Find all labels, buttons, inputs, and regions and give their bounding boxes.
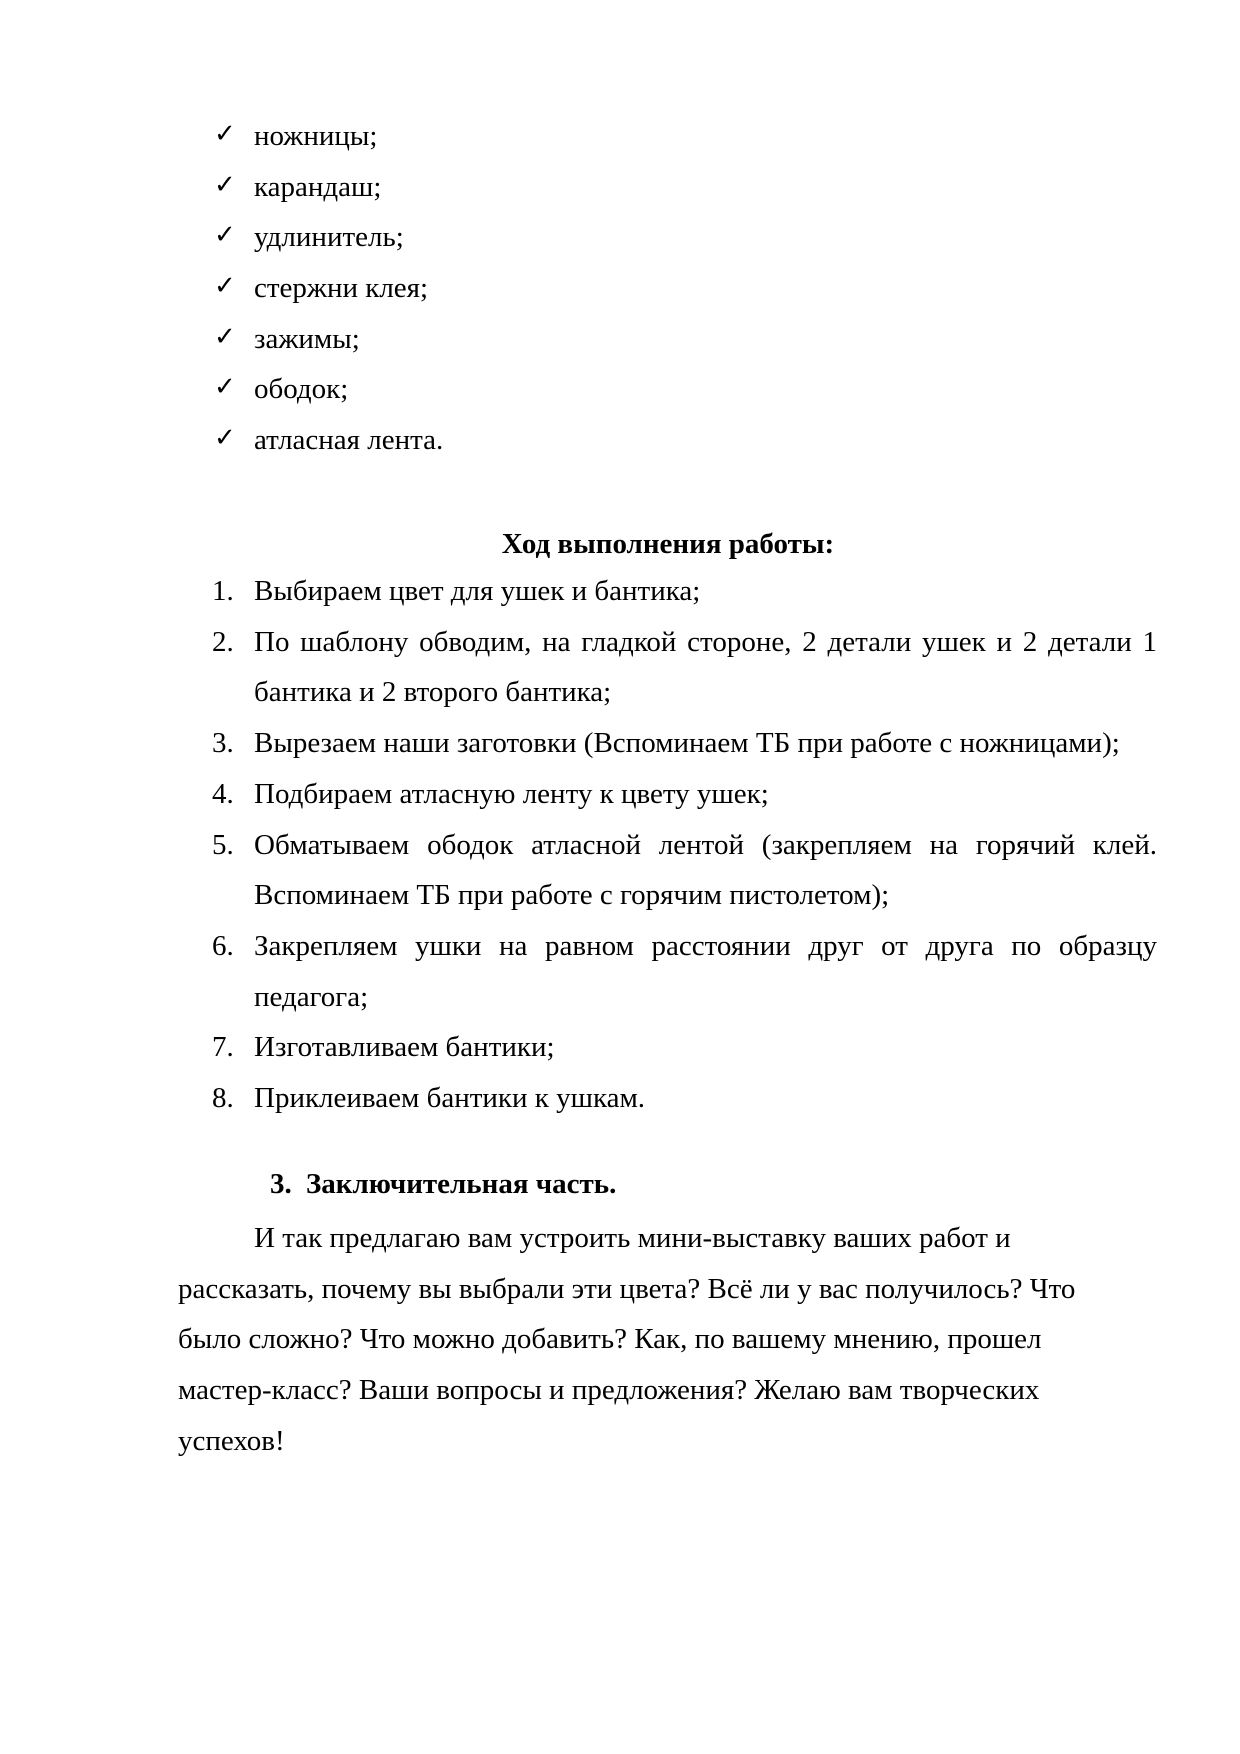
- paragraph-line: рассказать, почему вы выбрали эти цвета? Всё ли у вас получилось? Что: [178, 1272, 1076, 1305]
- step-item: [212, 921, 1157, 1022]
- list-item: [214, 165, 443, 216]
- checkmark-icon: ✓: [214, 119, 236, 149]
- procedure-steps: [212, 566, 1157, 1124]
- step-number: 6.: [212, 929, 234, 962]
- checkmark-icon: ✓: [214, 169, 236, 200]
- step-text: По шаблону обводим, на гладкой стороне, 2 детали ушек и 2 детали 1 бантика и 2 второго бантика;: [254, 625, 1157, 709]
- procedure-heading: Ход выполнения работы:: [501, 528, 835, 560]
- step-item: [212, 1073, 1157, 1124]
- list-item: [214, 418, 443, 469]
- list-item: [214, 317, 443, 368]
- step-number: 5.: [212, 828, 234, 861]
- step-item: [212, 769, 1157, 820]
- checkmark-icon: ✓: [214, 372, 236, 403]
- list-item: [214, 266, 443, 317]
- step-item: [212, 566, 1157, 617]
- section-title: Заключительная часть.: [306, 1168, 617, 1200]
- step-text: Приклеиваем бантики к ушкам.: [254, 1082, 646, 1115]
- step-text: Изготавливаем бантики;: [254, 1031, 555, 1064]
- step-number: 4.: [212, 777, 234, 810]
- step-item: [212, 820, 1157, 921]
- item-text: карандаш;: [254, 170, 382, 203]
- list-item: [214, 367, 443, 418]
- materials-list: [214, 114, 443, 469]
- step-number: 7.: [212, 1031, 234, 1064]
- item-text: удлинитель;: [254, 221, 404, 254]
- step-item: [212, 617, 1157, 718]
- checkmark-icon: ✓: [214, 423, 236, 454]
- paragraph-line: было сложно? Что можно добавить? Как, по вашему мнению, прошел: [178, 1323, 1042, 1356]
- step-text: Вырезаем наши заготовки (Вспоминаем ТБ при работе с ножницами);: [254, 727, 1120, 760]
- list-item: [214, 114, 443, 165]
- step-number: 8.: [212, 1082, 234, 1115]
- section-3-heading: [270, 1162, 616, 1206]
- list-item: [214, 215, 443, 266]
- section-number: 3.: [270, 1168, 292, 1200]
- step-number: 1.: [212, 575, 234, 607]
- step-item: [212, 718, 1157, 769]
- item-text: зажимы;: [254, 322, 360, 355]
- item-text: стержни клея;: [254, 272, 429, 305]
- step-text: Подбираем атласную ленту к цвету ушек;: [254, 777, 769, 810]
- checkmark-icon: ✓: [214, 321, 236, 352]
- paragraph-line: мастер-класс? Ваши вопросы и предложения? Желаю вам творческих: [178, 1374, 1040, 1407]
- checkmark-icon: ✓: [214, 271, 236, 302]
- item-text: атласная лента.: [254, 424, 444, 457]
- paragraph-line: успехов!: [178, 1424, 285, 1457]
- step-text: Обматываем ободок атласной лентой (закрепляем на горячий клей. Вспоминаем ТБ при работе с горячим пистолетом);: [254, 828, 1157, 912]
- closing-paragraph: [178, 1213, 1158, 1467]
- step-text: Закрепляем ушки на равном расстоянии друг от друга по образцу педагога;: [254, 929, 1157, 1013]
- step-number: 2.: [212, 625, 234, 658]
- step-item: [212, 1022, 1157, 1073]
- item-text: ободок;: [254, 373, 349, 406]
- step-number: 3.: [212, 727, 234, 760]
- paragraph-line: И так предлагаю вам устроить мини-выставку ваших работ и: [254, 1222, 1011, 1254]
- step-text: Выбираем цвет для ушек и бантика;: [254, 575, 701, 607]
- checkmark-icon: ✓: [214, 220, 236, 251]
- item-text: ножницы;: [254, 120, 378, 152]
